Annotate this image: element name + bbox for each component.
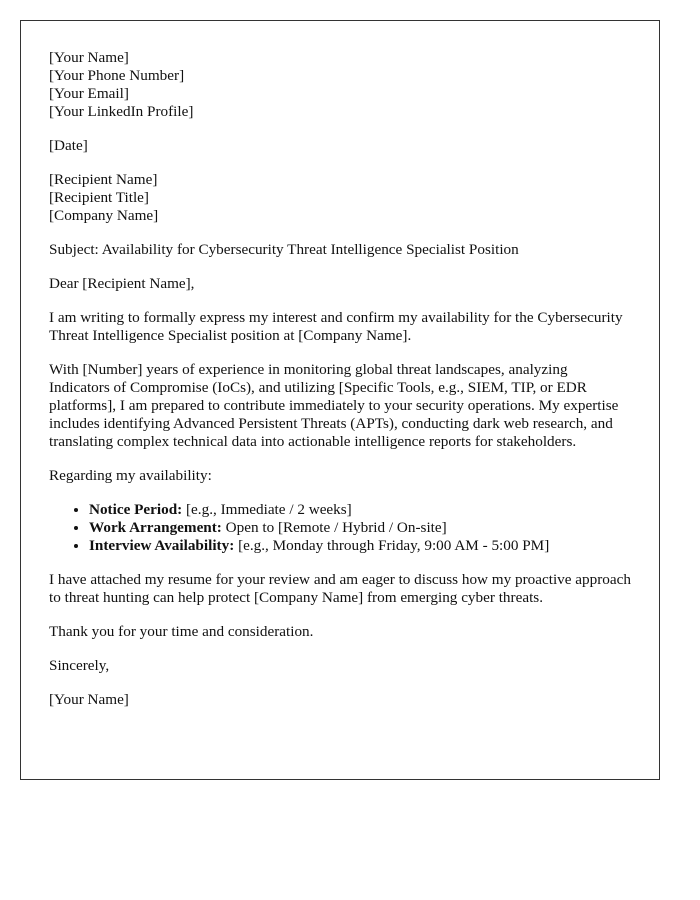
availability-label: Notice Period: bbox=[89, 501, 183, 518]
recipient-company: [Company Name] bbox=[49, 207, 159, 224]
intro-paragraph: I am writing to formally express my interest and confirm my availability for the Cybersecurity Threat Intelligence Specialist position at [Company Name]. bbox=[49, 309, 623, 344]
intro-paragraph-block bbox=[49, 309, 631, 345]
availability-label: Interview Availability: bbox=[89, 537, 235, 554]
recipient-block bbox=[49, 171, 631, 225]
availability-intro: Regarding my availability: bbox=[49, 467, 212, 484]
availability-value: [e.g., Monday through Friday, 9:00 AM - 5:00 PM] bbox=[234, 537, 550, 554]
thanks-line: Thank you for your time and consideration. bbox=[49, 623, 314, 640]
experience-paragraph-block bbox=[49, 361, 631, 451]
availability-item-interview bbox=[89, 537, 631, 555]
letter-date: [Date] bbox=[49, 137, 88, 154]
subject-line: Subject: Availability for Cybersecurity Threat Intelligence Specialist Position bbox=[49, 241, 519, 258]
salutation: Dear [Recipient Name], bbox=[49, 275, 195, 292]
availability-value: [e.g., Immediate / 2 weeks] bbox=[182, 501, 352, 518]
signoff: Sincerely, bbox=[49, 657, 110, 674]
date-block bbox=[49, 137, 631, 155]
salutation-block bbox=[49, 275, 631, 293]
sender-email: [Your Email] bbox=[49, 85, 129, 102]
availability-item-notice bbox=[89, 501, 631, 519]
sender-block bbox=[49, 49, 631, 121]
letter-page bbox=[20, 20, 660, 780]
sender-linkedin: [Your LinkedIn Profile] bbox=[49, 103, 194, 120]
availability-label: Work Arrangement: bbox=[89, 519, 222, 536]
sender-phone: [Your Phone Number] bbox=[49, 67, 185, 84]
signature-block bbox=[49, 691, 631, 709]
signature-name: [Your Name] bbox=[49, 691, 129, 708]
closing-paragraph-block bbox=[49, 571, 631, 607]
sender-name: [Your Name] bbox=[49, 49, 129, 66]
closing-paragraph: I have attached my resume for your review and am eager to discuss how my proactive approach to threat hunting can help protect [Company Name] from emerging cyber threats. bbox=[49, 571, 631, 606]
recipient-title: [Recipient Title] bbox=[49, 189, 149, 206]
experience-paragraph: With [Number] years of experience in monitoring global threat landscapes, analyzing Indicators of Compromise (IoCs), and utilizing [Specific Tools, e.g., SIEM, TIP, or EDR platforms], I am prepared to contribute immediately to your security operations. My expertise includes identifying Advanced Persistent Threats (APTs), conducting dark web research, and translating complex technical data into actionable intelligence reports for stakeholders. bbox=[49, 361, 619, 450]
availability-intro-block bbox=[49, 467, 631, 485]
availability-list bbox=[49, 501, 631, 555]
availability-value: Open to [Remote / Hybrid / On-site] bbox=[221, 519, 447, 536]
subject-block bbox=[49, 241, 631, 259]
availability-item-arrangement bbox=[89, 519, 631, 537]
signoff-block bbox=[49, 657, 631, 675]
thanks-block bbox=[49, 623, 631, 641]
recipient-name: [Recipient Name] bbox=[49, 171, 158, 188]
